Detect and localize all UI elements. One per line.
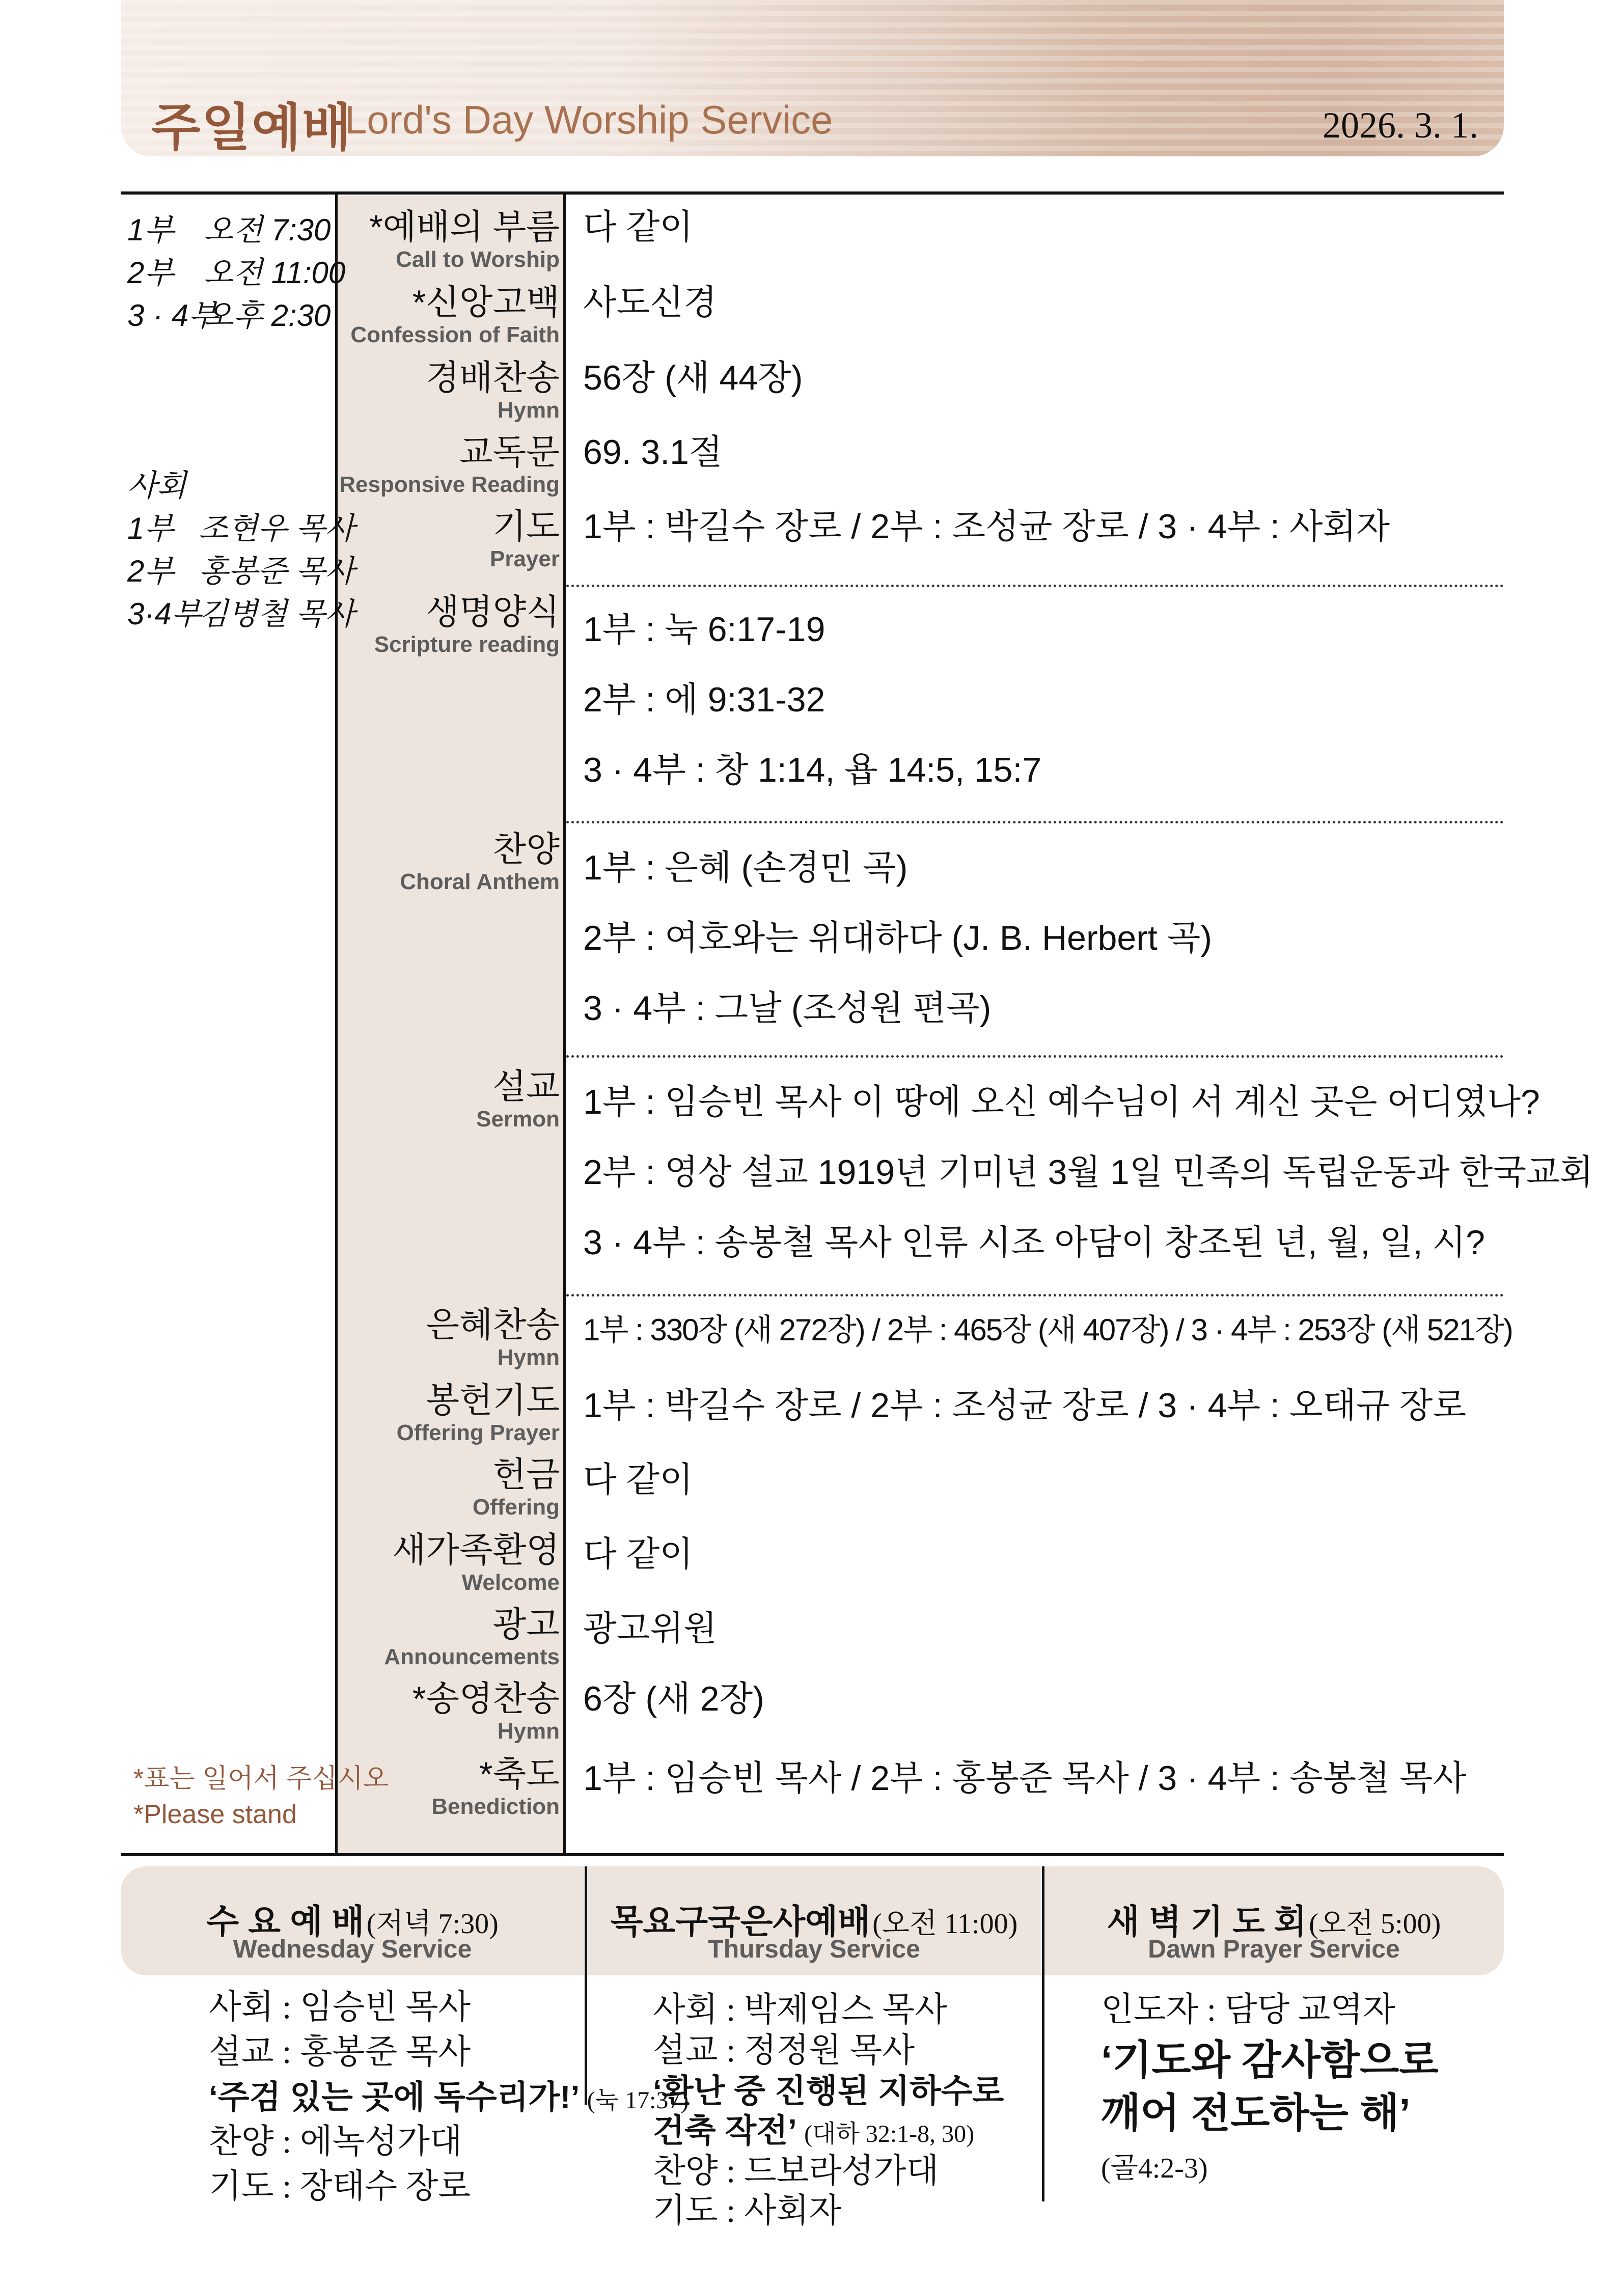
confession-value: 사도신경 [583, 283, 717, 322]
item-offering-ko: 헌금 [492, 1455, 560, 1494]
grace-hymn-value: 1부 : 330장 (새 272장) / 2부 : 465장 (새 407장) / 3 · 4부 : 253장 (새 521장) [583, 1313, 1512, 1347]
wednesday-leader: 사회 : 임승빈 목사 [209, 1989, 471, 2026]
item-hymn-ko: 경배찬송 [426, 359, 560, 397]
item-anthem-en: Choral Anthem [400, 869, 560, 894]
column-divider-right [563, 194, 566, 1855]
stand-note-ko: *표는 일어서 주십시오 [133, 1764, 389, 1794]
leader-2: 2부 홍봉준 목사 [127, 554, 355, 588]
item-offering-prayer-ko: 봉헌기도 [426, 1381, 560, 1420]
sermon-value-2: 2부 : 영상 설교 1919년 기미년 3월 1일 민족의 독립운동과 한국교회 [583, 1153, 1593, 1192]
thursday-time: (오전 11:00) [872, 1908, 1018, 1940]
item-offering-en: Offering [472, 1495, 560, 1520]
thursday-prayer: 기도 : 사회자 [653, 2192, 842, 2229]
item-responsive-ko: 교독문 [459, 433, 560, 472]
dawn-title-en: Dawn Prayer Service [1148, 1935, 1400, 1963]
separator-scripture [566, 585, 1504, 587]
thursday-banner [587, 1866, 1041, 1975]
item-doxology-ko: *송영찬송 [412, 1679, 560, 1718]
separator-anthem [566, 821, 1504, 823]
item-sermon-en: Sermon [476, 1107, 560, 1132]
wednesday-title-en: Wednesday Service [233, 1935, 472, 1963]
service-time-3: 3 · 4부오후 2:30 [127, 298, 331, 333]
bulletin-date: 2026. 3. 1. [1323, 105, 1478, 146]
item-prayer-en: Prayer [489, 546, 560, 571]
item-welcome-en: Welcome [461, 1570, 560, 1595]
item-responsive-en: Responsive Reading [339, 472, 560, 497]
item-confession-ko: *신앙고백 [412, 283, 560, 322]
thursday-title: 목요구국은사예배 [610, 1903, 870, 1940]
separator-sermon [566, 1055, 1504, 1058]
item-doxology-en: Hymn [497, 1719, 560, 1744]
top-rule [121, 191, 1504, 195]
thursday-preacher: 설교 : 정정원 목사 [653, 2032, 915, 2069]
dawn-theme-line2: 깨어 전도하는 해’ [1101, 2090, 1411, 2136]
dawn-banner [1044, 1866, 1504, 1975]
header-banner [121, 0, 1504, 156]
scripture-value-1: 1부 : 눅 6:17-19 [583, 610, 825, 649]
item-call-to-worship-en: Call to Worship [396, 247, 560, 272]
column-divider-left [335, 194, 338, 1855]
hymn-value: 56장 (새 44장) [583, 359, 803, 397]
dawn-theme-line1: ‘기도와 감사함으로 [1101, 2037, 1439, 2083]
item-offering-prayer-en: Offering Prayer [396, 1420, 560, 1445]
item-grace-hymn-ko: 은혜찬송 [426, 1306, 560, 1344]
scripture-value-2: 2부 : 에 9:31-32 [583, 680, 825, 719]
leader-heading: 사회 [127, 469, 186, 503]
service-time-1: 1부 오전 7:30 [127, 213, 331, 247]
dawn-title: 새 벽 기 도 회 [1107, 1903, 1307, 1940]
item-scripture-en: Scripture reading [374, 632, 560, 657]
dawn-time: (오전 5:00) [1309, 1908, 1441, 1940]
weekly-divider-2 [1042, 1866, 1044, 2201]
welcome-value: 다 같이 [583, 1535, 693, 1574]
wednesday-banner [121, 1866, 584, 1975]
bottom-rule [121, 1853, 1504, 1856]
responsive-value: 69. 3.1절 [583, 433, 723, 472]
item-sermon-ko: 설교 [492, 1067, 560, 1106]
wednesday-sermon: ‘주검 있는 곳에 독수리가!’ (눅 17:37) [209, 2079, 689, 2115]
anthem-value-3: 3 · 4부 : 그날 (조성원 편곡) [583, 989, 992, 1028]
item-announcements-en: Announcements [384, 1644, 560, 1669]
wednesday-time: (저녁 7:30) [366, 1908, 499, 1940]
item-confession-en: Confession of Faith [350, 322, 560, 347]
anthem-value-2: 2부 : 여호와는 위대하다 (J. B. Herbert 곡) [583, 919, 1213, 957]
weekly-divider-1 [585, 1866, 587, 2105]
item-grace-hymn-en: Hymn [497, 1345, 560, 1370]
wednesday-title: 수 요 예 배 [206, 1903, 365, 1940]
service-time-2: 2부 오전 11:00 [127, 256, 346, 290]
sermon-value-1: 1부 : 임승빈 목사 이 땅에 오신 예수님이 서 계신 곳은 어디였나? [583, 1083, 1540, 1121]
dawn-theme-ref: (골4:2-3) [1101, 2153, 1208, 2184]
thursday-sermon-line1: ‘환난 중 진행된 지하수로 [653, 2073, 1004, 2109]
thursday-title-en: Thursday Service [708, 1935, 920, 1963]
leader-1: 1부 조현우 목사 [127, 511, 355, 545]
dawn-leader: 인도자 : 담당 교역자 [1101, 1991, 1395, 2028]
leader-3: 3·4부김병철 목사 [127, 597, 355, 631]
wednesday-choir: 찬양 : 에녹성가대 [209, 2123, 462, 2160]
item-call-to-worship-ko: *예배의 부름 [369, 208, 560, 246]
doxology-value: 6장 (새 2장) [583, 1679, 764, 1718]
page-subtitle: Lord's Day Worship Service [345, 97, 833, 142]
call-to-worship-value: 다 같이 [583, 208, 693, 246]
page-title: 주일예배 [151, 99, 352, 156]
benediction-value: 1부 : 임승빈 목사 / 2부 : 홍봉준 목사 / 3 · 4부 : 송봉철 목사 [583, 1759, 1467, 1798]
anthem-value-1: 1부 : 은혜 (손경민 곡) [583, 848, 908, 887]
item-welcome-ko: 새가족환영 [392, 1531, 560, 1569]
offering-prayer-value: 1부 : 박길수 장로 / 2부 : 조성균 장로 / 3 · 4부 : 오태규 장로 [583, 1386, 1467, 1425]
stand-note-en: *Please stand [133, 1800, 297, 1829]
thursday-sermon-line2: 건축 작전’ (대하 32:1-8, 30) [653, 2112, 975, 2149]
separator-hymn [566, 1294, 1504, 1297]
offering-value: 다 같이 [583, 1461, 693, 1499]
item-scripture-ko: 생명양식 [426, 593, 560, 631]
wednesday-prayer: 기도 : 장태수 장로 [209, 2168, 471, 2205]
item-hymn-en: Hymn [497, 398, 560, 423]
sermon-value-3: 3 · 4부 : 송봉철 목사 인류 시조 아담이 창조된 년, 월, 일, 시? [583, 1223, 1485, 1262]
item-prayer-ko: 기도 [492, 507, 560, 546]
wednesday-preacher: 설교 : 홍봉준 목사 [209, 2033, 471, 2071]
item-announcements-ko: 광고 [492, 1605, 560, 1644]
thursday-choir: 찬양 : 드보라성가대 [653, 2153, 939, 2190]
item-benediction-ko: *축도 [479, 1755, 560, 1794]
prayer-value: 1부 : 박길수 장로 / 2부 : 조성균 장로 / 3 · 4부 : 사회자 [583, 507, 1390, 546]
announcements-value: 광고위원 [583, 1609, 717, 1648]
item-benediction-en: Benediction [431, 1794, 560, 1819]
item-anthem-ko: 찬양 [492, 830, 560, 869]
thursday-leader: 사회 : 박제임스 목사 [653, 1991, 947, 2028]
scripture-value-3: 3 · 4부 : 창 1:14, 욥 14:5, 15:7 [583, 751, 1042, 789]
